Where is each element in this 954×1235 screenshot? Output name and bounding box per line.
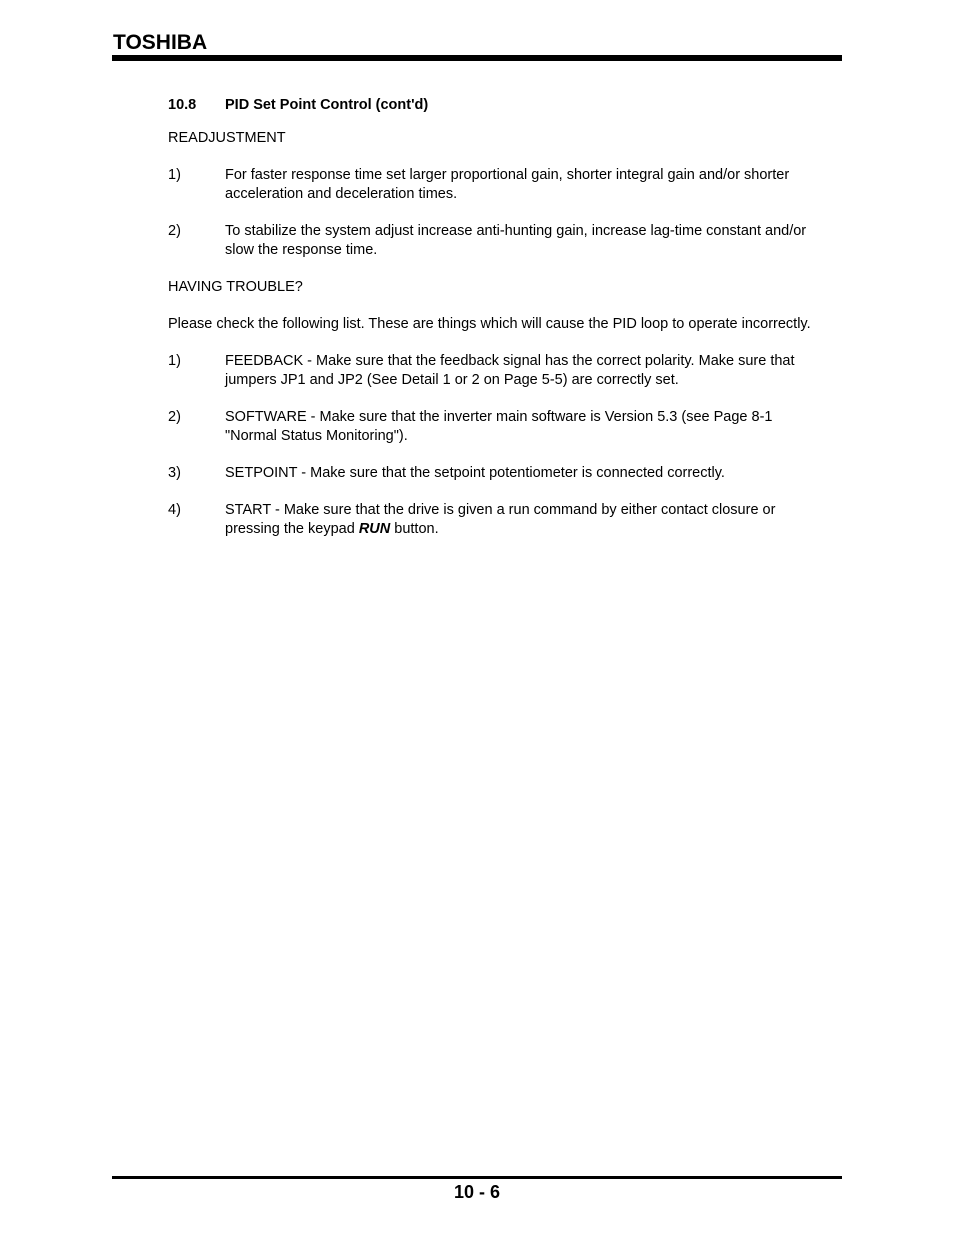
list-item [168, 352, 818, 390]
list-item [168, 166, 818, 204]
item-number: 2) [168, 223, 181, 239]
list-item [168, 464, 818, 483]
trouble-heading: HAVING TROUBLE? [168, 279, 303, 295]
item-text: To stabilize the system adjust increase anti-hunting gain, increase lag-time constant and/or slow the response time. [225, 223, 807, 258]
list-item [168, 501, 818, 539]
section-number: 10.8 [168, 97, 197, 113]
item-number: 1) [168, 167, 181, 183]
item-text: FEEDBACK - Make sure that the feedback signal has the correct polarity. Make sure that jumpers JP1 and JP2 (See Detail 1 or 2 on Page 5-5) are correctly set. [225, 353, 795, 388]
section-title-text: PID Set Point Control (cont'd) [225, 97, 429, 113]
item-text: For faster response time set larger proportional gain, shorter integral gain and/or shorter acceleration and deceleration times. [225, 167, 790, 202]
readjustment-heading: READJUSTMENT [168, 130, 286, 146]
trouble-intro: Please check the following list. These are things which will cause the PID loop to operate incorrectly. [168, 316, 811, 332]
footer-rule [112, 1176, 842, 1179]
list-item [168, 222, 818, 260]
header-rule [112, 55, 842, 61]
item-number: 3) [168, 465, 181, 481]
item-text: SETPOINT - Make sure that the setpoint potentiometer is connected correctly. [225, 465, 725, 481]
brand-logo-text: TOSHIBA [113, 31, 208, 54]
item-text: SOFTWARE - Make sure that the inverter main software is Version 5.3 (see Page 8-1 "Normal Status Monitoring"). [225, 409, 773, 444]
item-number: 2) [168, 409, 181, 425]
page-content [168, 96, 818, 557]
list-item [168, 408, 818, 446]
run-button-label: RUN [358, 521, 391, 537]
item-text-after: button. [390, 521, 439, 537]
item-number: 1) [168, 353, 181, 369]
item-text-before: START - Make sure that the drive is given a run command by either contact closure or pressing the keypad [225, 502, 776, 537]
item-text [225, 501, 818, 539]
item-number: 4) [168, 502, 181, 518]
page-number: 10 - 6 [453, 1182, 501, 1202]
section-title [168, 96, 818, 115]
